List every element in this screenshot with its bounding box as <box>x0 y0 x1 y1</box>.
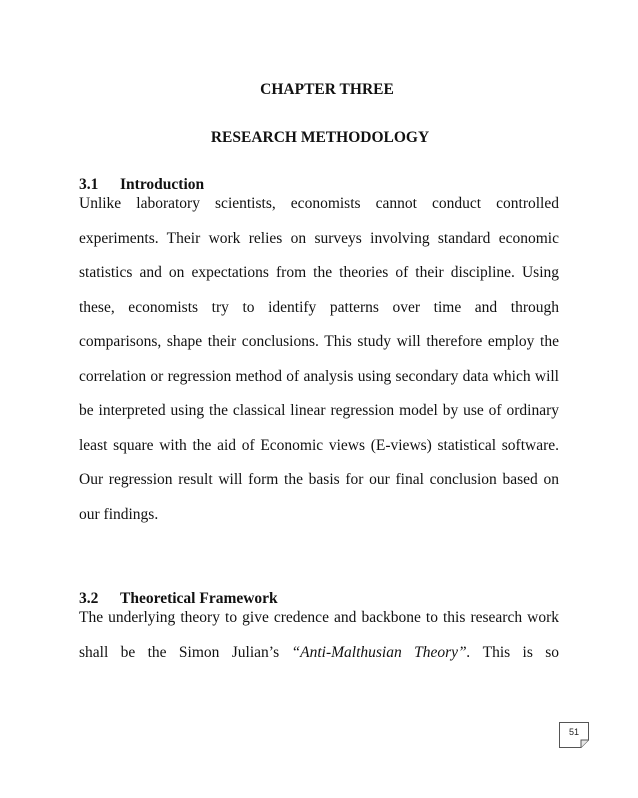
paragraph-line: be interpreted using the classical linear regression model by use of ordinary <box>79 402 559 419</box>
page-number-badge <box>559 722 589 748</box>
paragraph-line: correlation or regression method of analysis using secondary data which will <box>79 367 559 385</box>
section-number: 3.1 <box>79 176 99 193</box>
section-title: Theoretical Framework <box>120 590 278 607</box>
section-number: 3.2 <box>79 590 99 607</box>
paragraph-line: Our regression result will form the basis for our final conclusion based on <box>79 471 559 488</box>
page-number: 51 <box>568 727 579 737</box>
line-text: shall be the Simon Julian’s <box>79 643 280 661</box>
chapter-subtitle: RESEARCH METHODOLOGY <box>210 129 430 146</box>
paragraph-line: our findings. <box>79 505 159 523</box>
paragraph-line <box>79 636 559 671</box>
paragraph-line: The underlying theory to give credence and backbone to this research work <box>79 609 559 626</box>
theory-name: “Anti-Malthusian Theory”. <box>291 643 471 661</box>
paragraph-line: Unlike laboratory scientists, economists cannot conduct controlled <box>79 195 559 212</box>
theoretical-framework-paragraph <box>79 601 559 670</box>
introduction-paragraph <box>79 187 559 532</box>
paragraph-line: experiments. Their work relies on surveys involving standard economic <box>79 229 559 247</box>
paragraph-line: statistics and on expectations from the theories of their discipline. Using <box>79 264 559 281</box>
paragraph-line: these, economists try to identify patterns over time and through <box>79 298 559 316</box>
section-title: Introduction <box>120 176 205 193</box>
paragraph-line: least square with the aid of Economic views (E-views) statistical software. <box>79 436 559 454</box>
line-text: This is so <box>482 643 560 661</box>
paragraph-line: comparisons, shape their conclusions. This study will therefore employ the <box>79 333 559 350</box>
chapter-title: CHAPTER THREE <box>260 81 394 98</box>
